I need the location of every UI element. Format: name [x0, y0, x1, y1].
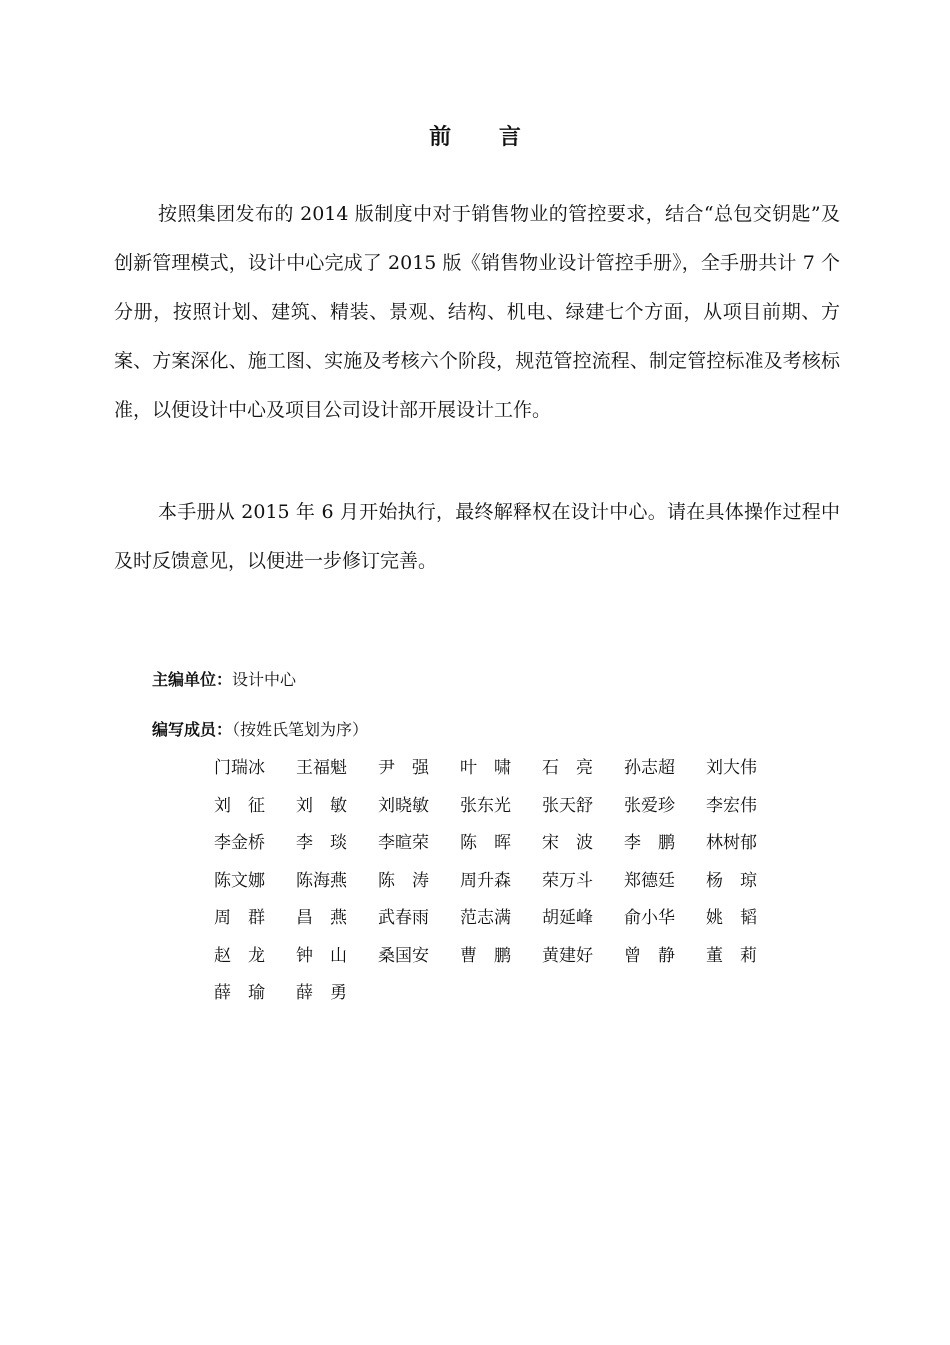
member-name: 尹 强	[378, 758, 429, 778]
member-name: 王福魁	[296, 758, 347, 778]
members-heading	[152, 718, 368, 742]
editor-unit-line	[152, 668, 296, 692]
member-name: 李 鹏	[624, 833, 675, 853]
member-name: 钟 山	[296, 945, 347, 966]
preface-paragraph-1: 按照集团发布的 2014 版制度中对于销售物业的管控要求，结合“总包交钥匙”及创新管理模式，设计中心完成了 2015 版《销售物业设计管控手册》，全手册共计 7 个分册，按照计划、建筑、精装、景观、结构、机电、绿建七个方面，从项目前期、方案、方案深化、施工图、实施及考核六个阶段，规范管控流程、制定管控标准及考核标准，以便设计中心及项目公司设计部开展设计工作。	[114, 203, 840, 421]
member-name: 刘 征	[214, 795, 265, 816]
member-name: 黄建好	[542, 945, 593, 966]
member-name: 周 群	[214, 908, 265, 928]
member-name: 刘 敏	[296, 795, 347, 816]
member-name: 陈海燕	[296, 870, 347, 891]
member-name: 荣万斗	[542, 870, 593, 891]
member-name: 昌 燕	[296, 908, 347, 928]
member-name: 叶 啸	[460, 758, 511, 778]
member-name: 宋 波	[542, 833, 593, 853]
members-note: （按姓氏笔划为序）	[232, 720, 369, 739]
members-label: 编写成员：	[152, 720, 233, 739]
member-name: 曹 鹏	[460, 945, 511, 966]
editor-unit-label: 主编单位：	[152, 670, 233, 689]
member-name: 林树郁	[706, 833, 757, 853]
member-name: 李暄荣	[378, 833, 429, 853]
member-name: 赵 龙	[214, 945, 265, 966]
member-name: 桑国安	[378, 945, 429, 966]
member-name: 薛 勇	[296, 983, 347, 1003]
member-name: 曾 静	[624, 945, 675, 966]
member-name: 陈 晖	[460, 833, 511, 853]
member-name: 俞小华	[624, 908, 675, 928]
member-name: 武春雨	[378, 908, 429, 928]
member-name: 陈 涛	[378, 870, 429, 891]
page-title: 前 言	[429, 125, 541, 150]
member-name: 周升森	[460, 870, 511, 891]
member-name: 孙志超	[624, 758, 675, 778]
member-name: 刘晓敏	[378, 795, 429, 816]
members-list	[214, 755, 814, 1018]
member-name: 李宏伟	[706, 795, 757, 816]
editor-unit-value: 设计中心	[232, 670, 297, 689]
member-name: 张东光	[460, 795, 511, 816]
member-name: 李 琰	[296, 833, 347, 853]
member-name: 杨 琼	[706, 870, 757, 891]
member-name: 张天舒	[542, 795, 593, 816]
member-name: 刘大伟	[706, 758, 757, 778]
member-name: 范志满	[460, 908, 511, 928]
preface-paragraph-2: 本手册从 2015 年 6 月开始执行，最终解释权在设计中心。请在具体操作过程中及时反馈意见，以便进一步修订完善。	[114, 501, 840, 572]
member-name: 门瑞冰	[214, 758, 265, 778]
member-name: 薛 瑜	[214, 983, 265, 1003]
member-name: 李金桥	[214, 833, 265, 853]
member-name: 陈文娜	[214, 870, 265, 891]
member-name: 姚 韬	[706, 908, 757, 928]
member-name: 石 亮	[542, 758, 593, 778]
member-name: 张爱珍	[624, 795, 675, 816]
member-name: 胡延峰	[542, 908, 593, 928]
member-name: 董 莉	[706, 945, 757, 966]
member-name: 郑德廷	[624, 870, 675, 891]
